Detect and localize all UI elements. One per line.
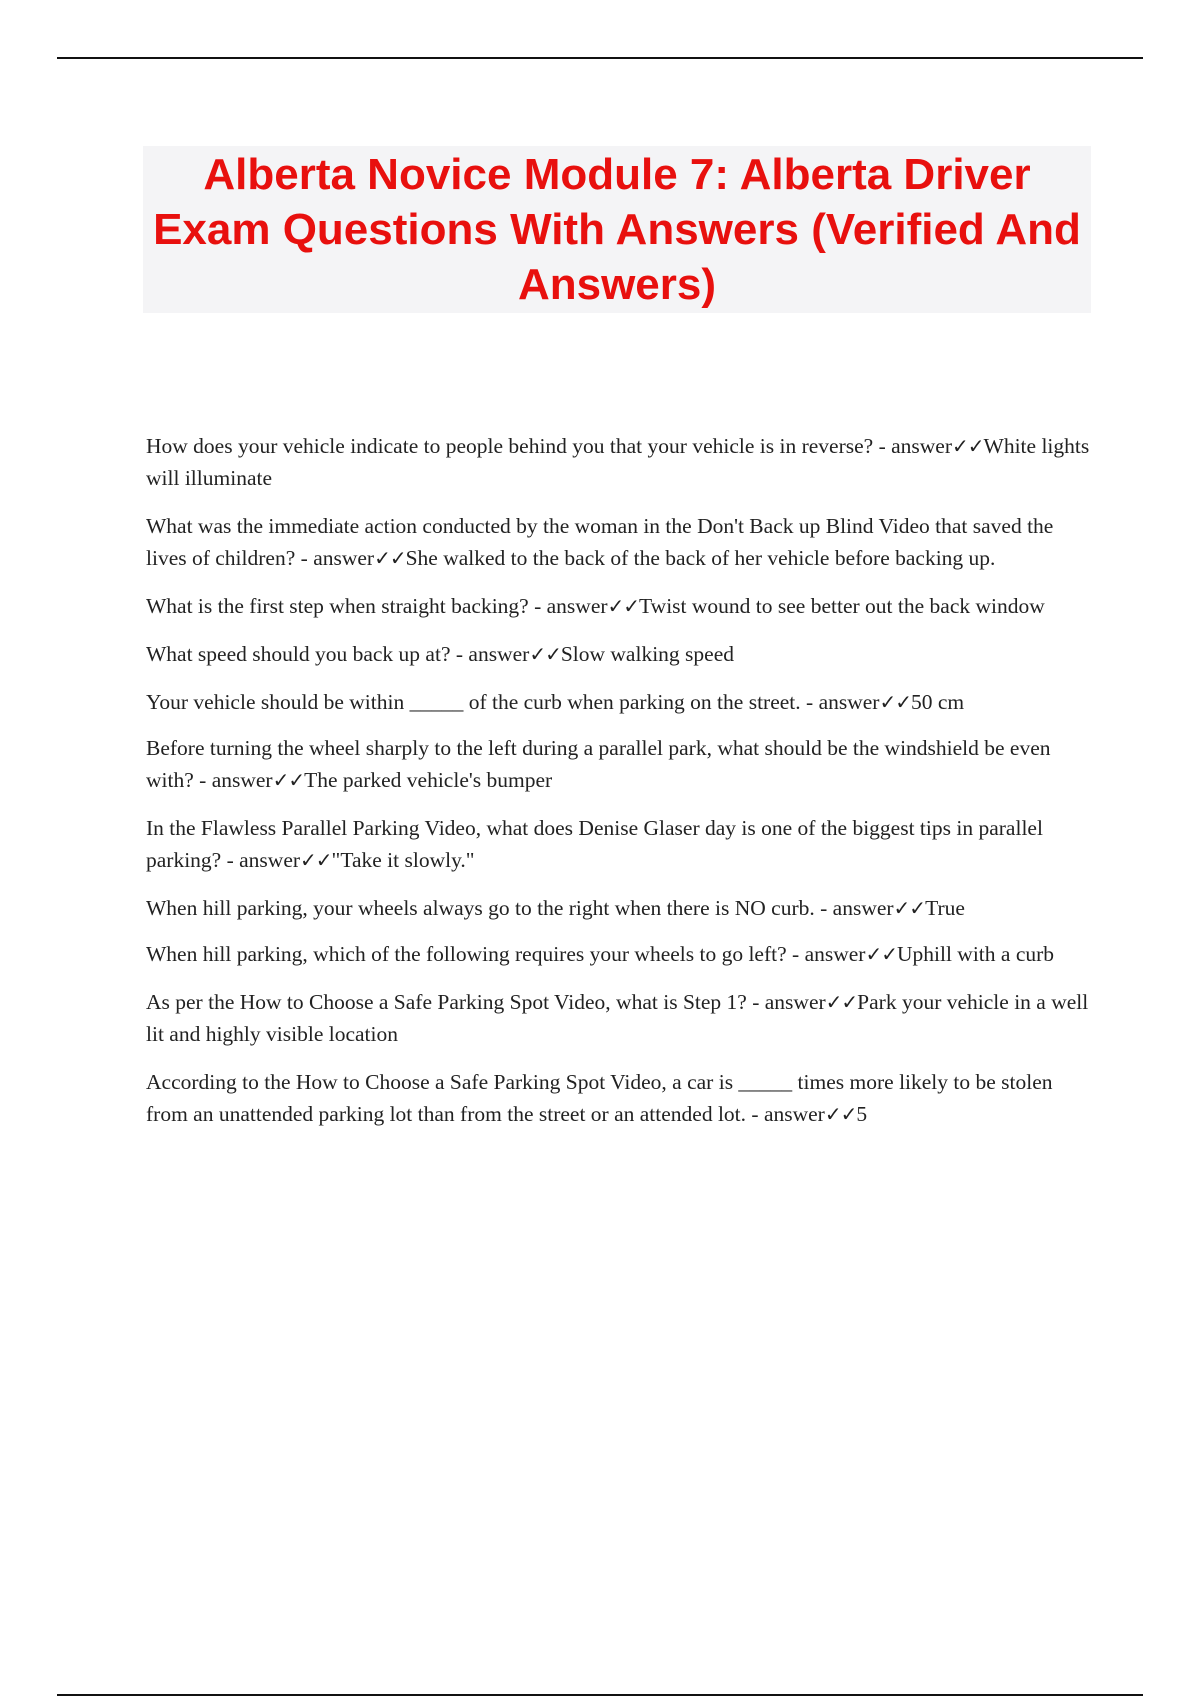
double-check-icon: ✓✓ (529, 642, 561, 666)
double-check-icon: ✓✓ (893, 896, 926, 920)
separator: - (450, 642, 469, 666)
question-text: How does your vehicle indicate to people behind you that your vehicle is in reverse? (146, 434, 874, 458)
question-text: What was the immediate action conducted by the woman in the Don't Back up Blind Video that saved the lives of children? (146, 514, 1054, 570)
separator: - (295, 546, 314, 570)
answer-text: She walked to the back of the back of her vehicle before backing up. (405, 546, 996, 570)
qa-item (146, 892, 1091, 924)
answer-label: answer (804, 942, 866, 966)
separator: - (221, 848, 240, 872)
separator: - (786, 942, 805, 966)
qa-item (146, 1066, 1091, 1130)
question-text: What is the first step when straight backing? (146, 594, 529, 618)
qa-item (146, 430, 1091, 494)
qa-list (146, 430, 1091, 1146)
qa-item (146, 590, 1091, 622)
double-check-icon: ✓✓ (300, 848, 332, 872)
question-text: Your vehicle should be within _____ of the curb when parking on the street. (146, 690, 801, 714)
answer-label: answer (211, 768, 273, 792)
qa-item (146, 986, 1091, 1050)
separator: - (746, 1102, 764, 1126)
answer-text: 50 cm (910, 690, 965, 714)
question-text: Before turning the wheel sharply to the left during a parallel park, what should be the windshield be even with? (146, 736, 1051, 792)
double-check-icon: ✓✓ (374, 546, 406, 570)
top-rule (57, 57, 1143, 59)
answer-text: The parked vehicle's bumper (304, 768, 553, 792)
answer-text: "Take it slowly." (331, 848, 475, 872)
answer-label: answer (546, 594, 608, 618)
document-title: Alberta Novice Module 7: Alberta Driver Exam Questions With Answers (Verified And Answers) (153, 150, 1081, 309)
answer-text: Twist wound to see better out the back window (639, 594, 1045, 618)
qa-item (146, 686, 1091, 718)
question-text: According to the How to Choose a Safe Parking Spot Video, a car is _____ times more likely to be stolen from an unattended parking lot than from the street or an attended lot. (146, 1070, 1053, 1126)
answer-text: White lights will illuminate (146, 434, 1090, 490)
answer-label: answer (763, 1102, 825, 1126)
separator: - (873, 434, 892, 458)
answer-text: 5 (856, 1102, 868, 1126)
question-text: What speed should you back up at? (146, 642, 451, 666)
title-banner (143, 146, 1091, 313)
double-check-icon: ✓✓ (607, 594, 640, 618)
question-text: As per the How to Choose a Safe Parking Spot Video, what is Step 1? (146, 990, 747, 1014)
double-check-icon: ✓✓ (879, 690, 911, 714)
question-text: In the Flawless Parallel Parking Video, what does Denise Glaser day is one of the biggest tips in parallel parking? (146, 816, 1043, 872)
answer-text: Uphill with a curb (896, 942, 1055, 966)
double-check-icon: ✓✓ (952, 434, 984, 458)
answer-label: answer (313, 546, 375, 570)
separator: - (746, 990, 765, 1014)
separator: - (800, 690, 819, 714)
double-check-icon: ✓✓ (272, 768, 305, 792)
double-check-icon: ✓✓ (825, 990, 858, 1014)
answer-text: Slow walking speed (560, 642, 735, 666)
bottom-rule (57, 1694, 1143, 1696)
double-check-icon: ✓✓ (865, 942, 897, 966)
qa-item (146, 732, 1091, 796)
separator: - (193, 768, 212, 792)
double-check-icon: ✓✓ (824, 1102, 857, 1126)
question-text: When hill parking, which of the following requires your wheels to go left? (146, 942, 787, 966)
answer-text: Park your vehicle in a well lit and highly visible location (146, 990, 1089, 1046)
question-text: When hill parking, your wheels always go to the right when there is NO curb. (146, 896, 815, 920)
answer-label: answer (832, 896, 894, 920)
qa-item (146, 938, 1091, 970)
answer-label: answer (239, 848, 301, 872)
qa-item (146, 812, 1091, 876)
separator: - (814, 896, 833, 920)
answer-label: answer (764, 990, 826, 1014)
answer-label: answer (468, 642, 530, 666)
qa-item (146, 510, 1091, 574)
separator: - (528, 594, 547, 618)
answer-label: answer (891, 434, 953, 458)
answer-label: answer (818, 690, 880, 714)
qa-item (146, 638, 1091, 670)
answer-text: True (925, 896, 965, 920)
